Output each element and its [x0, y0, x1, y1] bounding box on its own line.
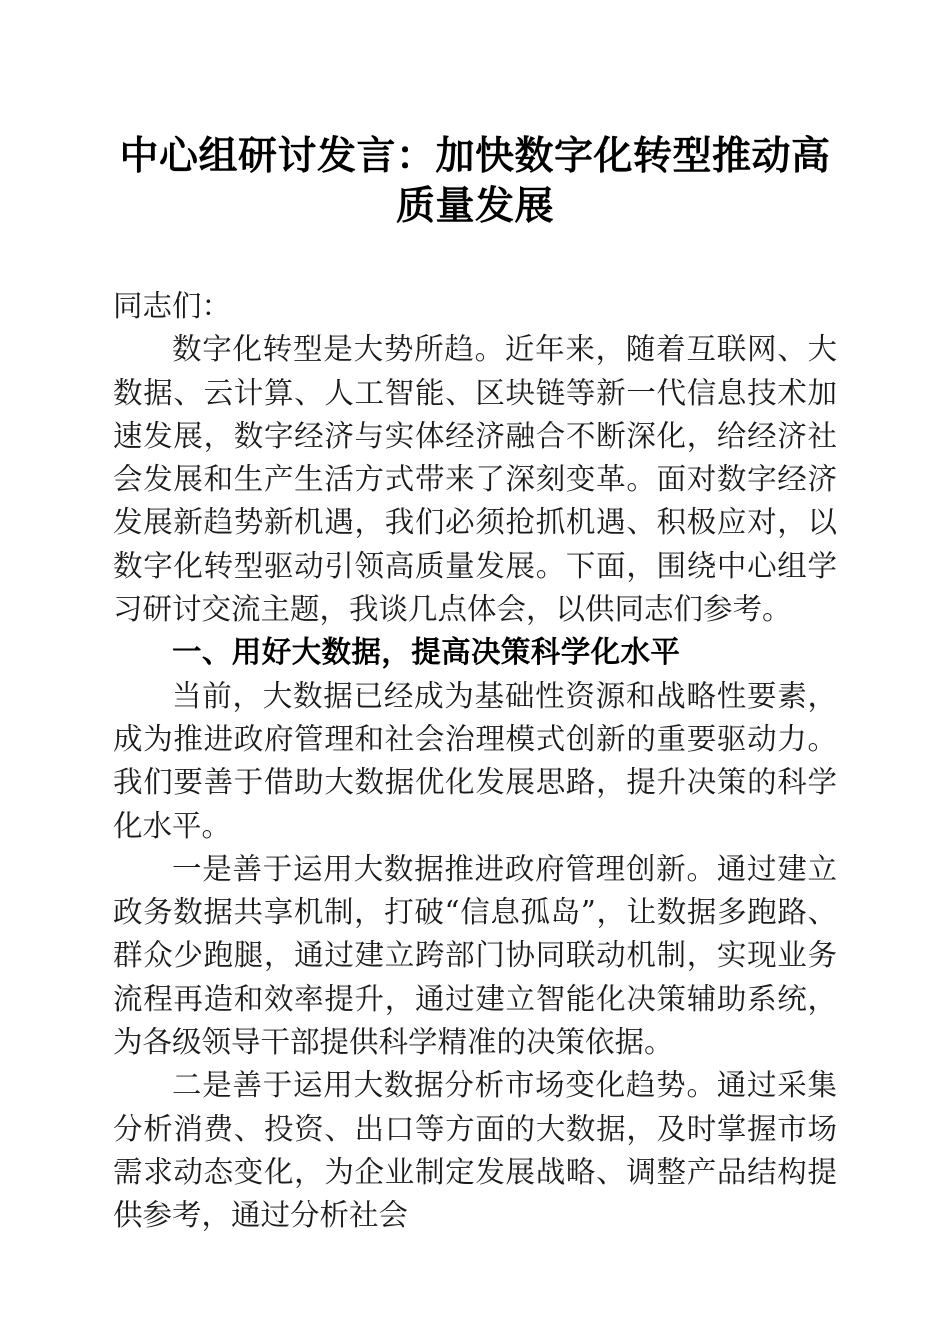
paragraph-intro: 数字化转型是大势所趋。近年来，随着互联网、大数据、云计算、人工智能、区块链等新一代信息技术加速发展，数字经济与实体经济融合不断深化，给经济社会发展和生产生活方式带来了深刻变革。面对数字经济发展新趋势新机遇，我们必须抢抓机遇、积极应对，以数字化转型驱动引领高质量发展。下面，围绕中心组学习研讨交流主题，我谈几点体会，以供同志们参考。: [113, 332, 837, 627]
paragraph-point-two: 二是善于运用大数据分析市场变化趋势。通过采集分析消费、投资、出口等方面的大数据，及时掌握市场需求动态变化，为企业制定发展战略、调整产品结构提供参考，通过分析社会: [113, 1068, 837, 1233]
paragraph-point-one: 一是善于运用大数据推进政府管理创新。通过建立政务数据共享机制，打破“信息孤岛”，让数据多跑路、群众少跑腿，通过建立跨部门协同联动机制，实现业务流程再造和效率提升，通过建立智能化决策辅助系统，为各级领导干部提供科学精准的决策依据。: [113, 851, 837, 1060]
salutation-line: 同志们：: [113, 289, 232, 323]
paragraph-section1-lead: 当前，大数据已经成为基础性资源和战略性要素，成为推进政府管理和社会治理模式创新的重要驱动力。我们要善于借助大数据优化发展思路，提升决策的科学化水平。: [113, 678, 837, 843]
page-title: 中心组研讨发言：加快数字化转型推动高质量发展: [119, 133, 831, 229]
document-content-column: [113, 0, 837, 1238]
section-heading-1: 一、用好大数据，提高决策科学化水平: [172, 635, 681, 670]
document-body: [113, 285, 837, 1238]
